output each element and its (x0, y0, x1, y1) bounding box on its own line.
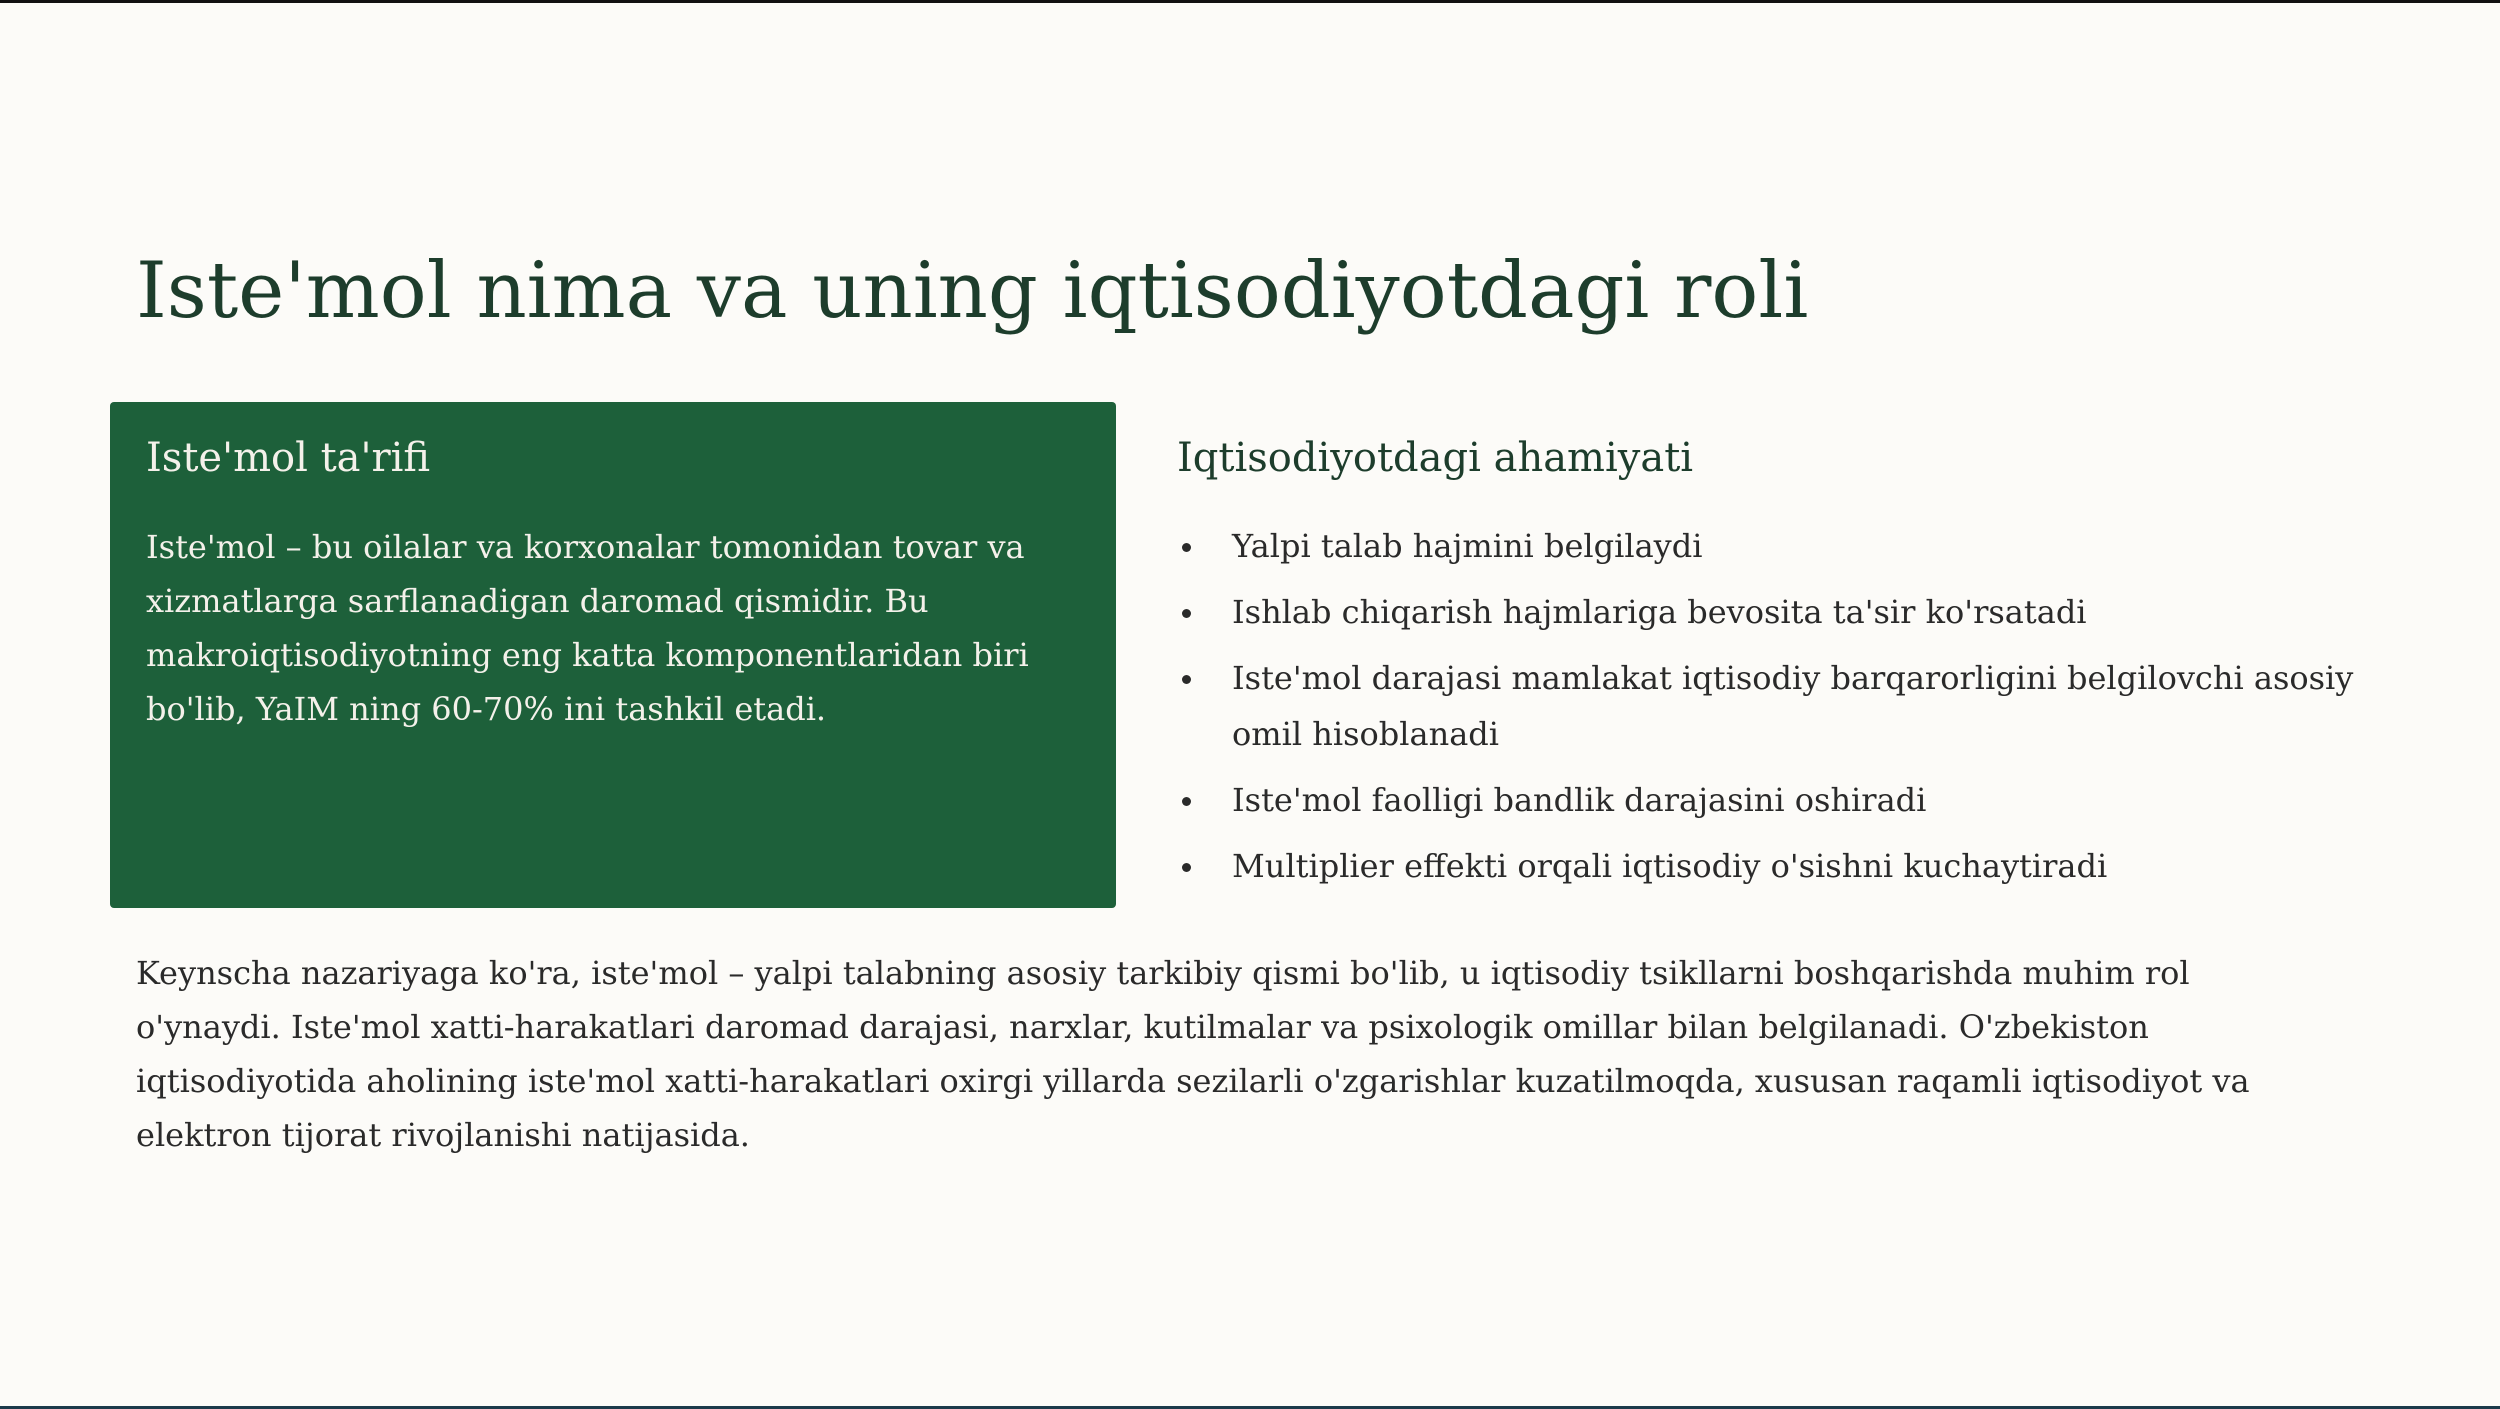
bullet-icon (1182, 543, 1191, 552)
list-item (1177, 838, 2357, 894)
bullet-icon (1182, 797, 1191, 806)
list-item (1177, 584, 2357, 640)
importance-title: Iqtisodiyotdagi ahamiyati (1177, 435, 1694, 481)
importance-section (1177, 432, 2357, 904)
definition-card-text: Iste'mol – bu oilalar va korxonalar tomonidan tovar va xizmatlarga sarflanadigan daromad qismidir. Bu makroiqtisodiyotning eng katta komponentlaridan biri bo'lib, YaIM ning 60-70% ini tashkil etadi. (146, 528, 1029, 728)
list-item (1177, 650, 2357, 762)
bullet-icon (1182, 863, 1191, 872)
definition-card-title: Iste'mol ta'rifi (146, 435, 431, 481)
list-item-text: Multiplier effekti orqali iqtisodiy o'sishni kuchaytiradi (1232, 847, 2108, 885)
list-item-text: Iste'mol darajasi mamlakat iqtisodiy barqarorligini belgilovchi asosiy omil hisoblanadi (1232, 659, 2354, 753)
body-paragraph: Keynscha nazariyaga ko'ra, iste'mol – yalpi talabning asosiy tarkibiy qismi bo'lib, u iqtisodiy tsikllarni boshqarishda muhim rol o'ynaydi. Iste'mol xatti-harakatlari daromad darajasi, narxlar, kutilmalar va psixologik omillar bilan belgilanadi. O'zbekiston iqtisodiyotida aholining iste'mol xatti-harakatlari oxirgi yillarda sezilarli o'zgarishlar kuzatilmoqda, xususan raqamli iqtisodiyot va elektron tijorat rivojlanishi natijasida. (136, 954, 2250, 1154)
list-item-text: Iste'mol faolligi bandlik darajasini oshiradi (1232, 781, 1927, 819)
definition-card (110, 402, 1116, 908)
top-border (0, 0, 2500, 3)
bullet-icon (1182, 675, 1191, 684)
importance-list (1177, 518, 2357, 894)
list-item (1177, 518, 2357, 574)
list-item-text: Yalpi talab hajmini belgilaydi (1232, 527, 1703, 565)
bullet-icon (1182, 609, 1191, 618)
list-item (1177, 772, 2357, 828)
list-item-text: Ishlab chiqarish hajmlariga bevosita ta'sir ko'rsatadi (1232, 593, 2087, 631)
slide-title: Iste'mol nima va uning iqtisodiyotdagi roli (136, 246, 1809, 336)
